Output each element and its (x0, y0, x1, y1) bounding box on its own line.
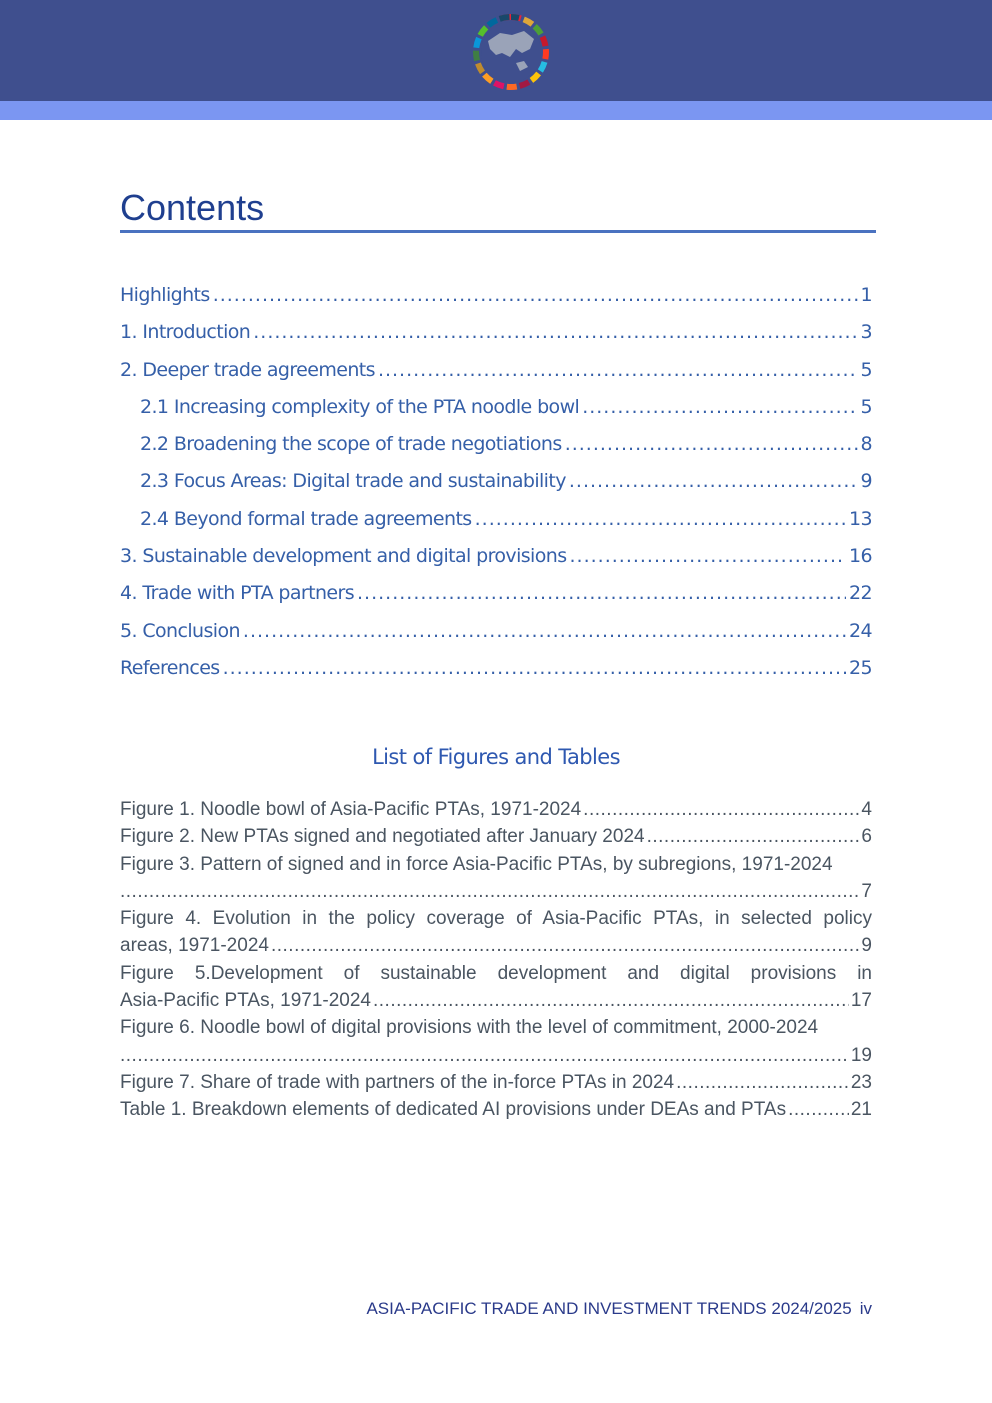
toc-entry-introduction[interactable] (120, 321, 872, 358)
toc-entry-noodle-bowl[interactable] (120, 396, 872, 433)
table-entry-page: 21 (850, 1099, 872, 1121)
dot-leader (223, 657, 846, 679)
toc-entry-broadening-scope[interactable] (120, 433, 872, 470)
figure-entry-5-line-2[interactable] (120, 990, 872, 1017)
figure-entry-page: 6 (861, 826, 872, 848)
toc-entry-label: 1. Introduction (120, 321, 251, 344)
figure-entry-page: 7 (861, 880, 872, 902)
toc-entry-label: 2.3 Focus Areas: Digital trade and sustainability (140, 470, 566, 493)
toc-entry-highlights[interactable] (120, 284, 872, 321)
toc-entry-page: 3 (860, 321, 872, 344)
figure-entry-6-line-1[interactable] (120, 1017, 872, 1044)
toc-entry-label: 2. Deeper trade agreements (120, 358, 375, 381)
toc-entry-label: 2.4 Beyond formal trade agreements (140, 507, 472, 530)
toc-entry-page: 16 (849, 545, 872, 568)
dot-leader (676, 1072, 849, 1094)
figure-entry-label: Figure 4. Evolution in the policy coverage of Asia-Pacific PTAs, in selected policy (120, 908, 872, 930)
toc-entry-references[interactable] (120, 657, 872, 694)
figure-entry-page: 23 (850, 1071, 872, 1093)
figure-entry-label: Figure 2. New PTAs signed and negotiated after January 2024 (120, 826, 645, 848)
toc-entry-label: 2.2 Broadening the scope of trade negotiations (140, 433, 562, 456)
toc-entry-label: 2.1 Increasing complexity of the PTA noodle bowl (140, 395, 580, 418)
contents-title-rule (120, 230, 876, 233)
dot-leader (582, 396, 857, 418)
toc-entry-page: 24 (849, 619, 872, 642)
figure-entry-2[interactable] (120, 826, 872, 853)
toc-entry-page: 9 (860, 470, 872, 493)
table-entry-1[interactable] (120, 1099, 872, 1126)
figure-entry-label: Figure 1. Noodle bowl of Asia-Pacific PTAs, 1971-2024 (120, 799, 582, 820)
figure-entry-6-line-2[interactable] (120, 1045, 872, 1072)
table-of-contents (120, 284, 872, 694)
list-of-figures (120, 799, 872, 1127)
figure-entry-1[interactable] (120, 799, 872, 826)
dot-leader (647, 826, 860, 848)
figure-entry-label: Figure 7. Share of trade with partners of the in-force PTAs in 2024 (120, 1071, 675, 1093)
page-footer (366, 1299, 872, 1319)
dot-leader (569, 470, 858, 492)
figure-entry-page: 4 (861, 799, 872, 820)
table-entry-label: Table 1. Breakdown elements of dedicated AI provisions under DEAs and PTAs (120, 1099, 787, 1121)
dot-leader (373, 990, 849, 1012)
figure-entry-label: areas, 1971-2024 (120, 935, 269, 957)
toc-entry-beyond-formal[interactable] (120, 508, 872, 545)
dot-leader (583, 799, 859, 821)
toc-entry-label: Highlights (120, 284, 210, 306)
footer-page-number: iv (859, 1299, 872, 1318)
list-of-figures-title: List of Figures and Tables (372, 745, 620, 769)
toc-entry-conclusion[interactable] (120, 620, 872, 657)
toc-entry-trade-partners[interactable] (120, 582, 872, 619)
dot-leader (570, 545, 847, 567)
figure-entry-4-line-1[interactable] (120, 908, 872, 935)
figure-entry-7[interactable] (120, 1072, 872, 1099)
toc-entry-page: 1 (860, 284, 872, 306)
toc-entry-label: 5. Conclusion (120, 619, 240, 642)
dot-leader (271, 935, 859, 957)
figure-entry-4-line-2[interactable] (120, 935, 872, 962)
toc-entry-page: 22 (849, 582, 872, 605)
dot-leader (357, 582, 846, 604)
toc-entry-page: 5 (860, 358, 872, 381)
dot-leader (243, 620, 846, 642)
header-stripe (0, 101, 992, 120)
dot-leader (120, 1045, 849, 1067)
figure-entry-3-line-2[interactable] (120, 881, 872, 908)
dot-leader (253, 321, 857, 343)
dot-leader (475, 508, 846, 530)
figure-entry-label: Figure 3. Pattern of signed and in force Asia-Pacific PTAs, by subregions, 1971-2024 (120, 853, 833, 875)
figure-entry-page: 19 (850, 1044, 872, 1066)
toc-entry-sustainable-development[interactable] (120, 545, 872, 582)
dot-leader (213, 284, 858, 306)
figure-entry-page: 17 (850, 990, 872, 1012)
dot-leader (120, 881, 859, 903)
toc-entry-page: 8 (860, 433, 872, 456)
escap-globe-logo-icon (472, 13, 550, 91)
figure-entry-page: 9 (861, 935, 872, 957)
dot-leader (788, 1099, 849, 1121)
toc-entry-label: 4. Trade with PTA partners (120, 582, 355, 605)
figure-entry-label: Figure 5.Development of sustainable development and digital provisions in (120, 962, 872, 984)
contents-title: Contents (120, 187, 265, 228)
toc-entry-page: 13 (849, 507, 872, 530)
toc-entry-label: References (120, 656, 220, 679)
toc-entry-page: 25 (849, 656, 872, 679)
figure-entry-label: Figure 6. Noodle bowl of digital provisions with the level of commitment, 2000-2024 (120, 1017, 819, 1039)
dot-leader (378, 359, 858, 381)
figure-entry-label: Asia-Pacific PTAs, 1971-2024 (120, 990, 371, 1012)
toc-entry-deeper-trade-agreements[interactable] (120, 359, 872, 396)
figure-entry-3-line-1[interactable] (120, 854, 872, 881)
toc-entry-label: 3. Sustainable development and digital provisions (120, 545, 567, 568)
figure-entry-5-line-1[interactable] (120, 963, 872, 990)
toc-entry-focus-areas[interactable] (120, 470, 872, 507)
toc-entry-page: 5 (860, 395, 872, 418)
dot-leader (565, 433, 858, 455)
footer-publication-title: ASIA-PACIFIC TRADE AND INVESTMENT TRENDS 2024/2025 (366, 1299, 852, 1318)
